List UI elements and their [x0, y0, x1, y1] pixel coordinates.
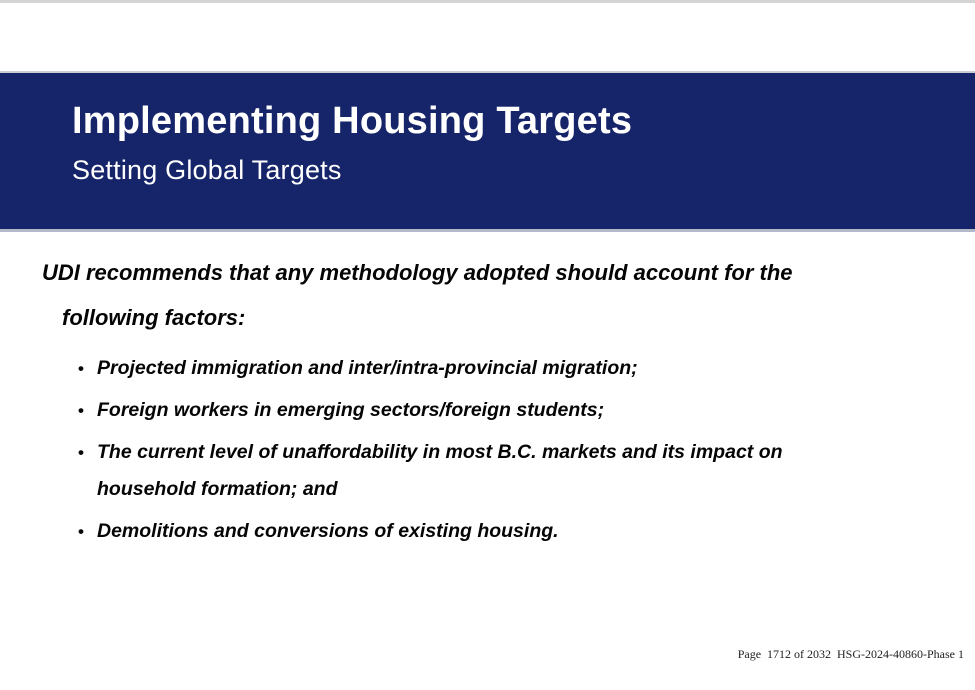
bullet-icon: •: [78, 443, 84, 463]
bullet-item: [78, 350, 975, 387]
slide-body: [0, 250, 975, 555]
bullet-item: [78, 392, 975, 429]
bullet-text: The current level of unaffordability in most B.C. markets and its impact on household formation; and: [97, 441, 783, 501]
bullet-text: Projected immigration and inter/intra-provincial migration;: [97, 357, 638, 380]
bullet-text: Demolitions and conversions of existing housing.: [97, 520, 559, 543]
bullet-icon: •: [78, 401, 84, 421]
bullet-item: [78, 434, 975, 508]
bullet-text: Foreign workers in emerging sectors/foreign students;: [97, 399, 605, 422]
slide-header-band: [0, 71, 975, 232]
page-top-edge: [0, 0, 975, 3]
bullet-icon: •: [78, 522, 84, 542]
slide-subtitle: Setting Global Targets: [72, 154, 342, 185]
page-footer-text: Page 1712 of 2032 HSG-2024-40860-Phase 1: [737, 647, 964, 661]
bullet-list: [0, 350, 975, 550]
bullet-icon: •: [78, 359, 84, 379]
page-footer: [726, 632, 964, 677]
intro-paragraph: [0, 250, 975, 340]
bullet-item: [78, 513, 975, 550]
intro-line-2: following factors:: [62, 305, 246, 331]
intro-line-1: UDI recommends that any methodology adopted should account for the: [42, 260, 793, 285]
slide-title: Implementing Housing Targets: [72, 100, 633, 142]
